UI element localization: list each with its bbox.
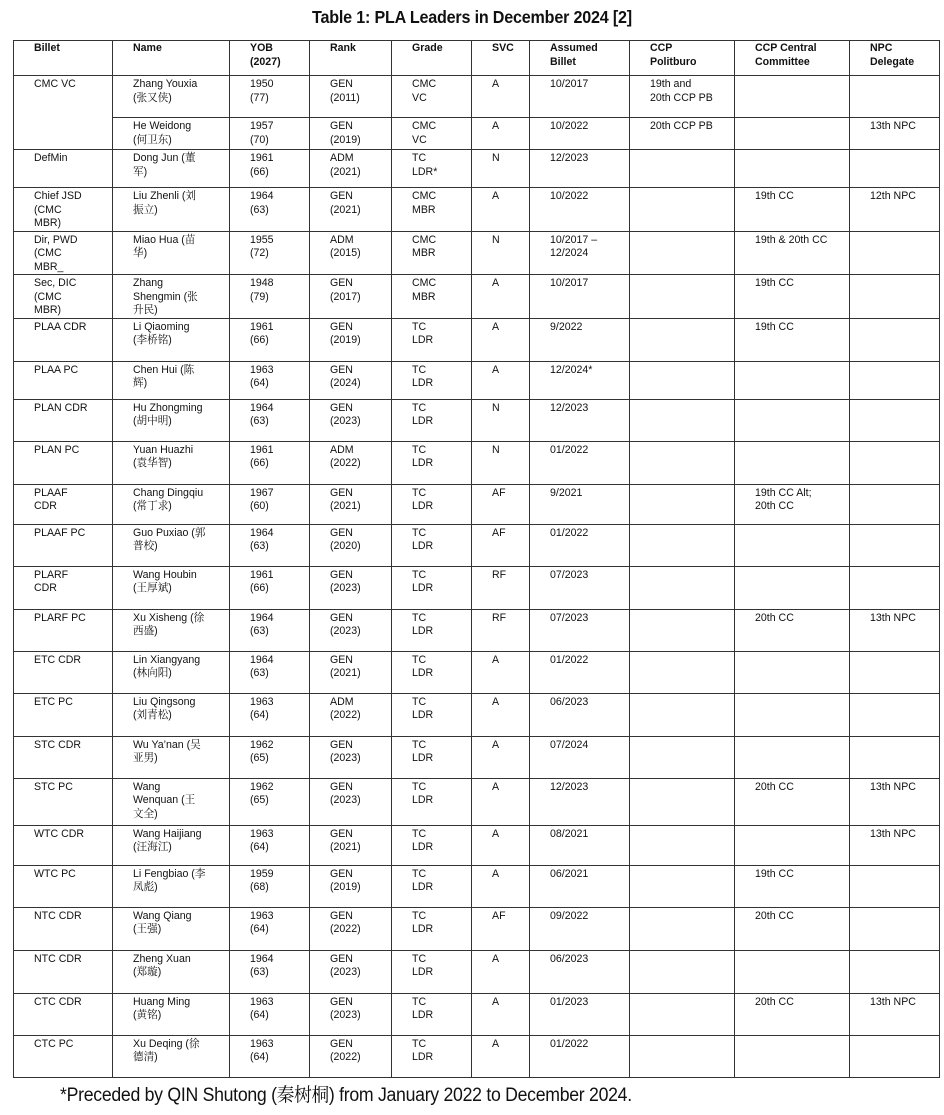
cell-billet: Sec, DIC (CMC MBR) bbox=[14, 275, 113, 319]
cell-npc-delegate bbox=[850, 651, 940, 693]
cell-ccp-politburo: 19th and 20th CCP PB bbox=[630, 76, 735, 118]
cell-billet: NTC CDR bbox=[14, 950, 113, 993]
cell-npc-delegate bbox=[850, 275, 940, 319]
cell-ccp-politburo bbox=[630, 993, 735, 1035]
cell-rank: GEN (2021) bbox=[310, 651, 392, 693]
cell-grade: TC LDR bbox=[392, 1035, 472, 1077]
table-row bbox=[14, 609, 940, 651]
cell-grade: TC LDR bbox=[392, 399, 472, 441]
cell-svc: A bbox=[472, 1035, 530, 1077]
table-row bbox=[14, 441, 940, 484]
cell-billet: ETC PC bbox=[14, 693, 113, 736]
cell-rank: GEN (2017) bbox=[310, 275, 392, 319]
cell-assumed-billet: 10/2017 bbox=[530, 275, 630, 319]
cell-npc-delegate bbox=[850, 524, 940, 566]
cell-grade: TC LDR bbox=[392, 907, 472, 950]
header-rank: Rank bbox=[310, 41, 392, 76]
cell-billet: Dir, PWD (CMC MBR_ bbox=[14, 231, 113, 275]
cell-ccp-politburo bbox=[630, 907, 735, 950]
table-row bbox=[14, 76, 940, 118]
cell-svc: A bbox=[472, 76, 530, 118]
cell-npc-delegate bbox=[850, 950, 940, 993]
cell-billet: Chief JSD (CMC MBR) bbox=[14, 188, 113, 232]
cell-grade: TC LDR bbox=[392, 736, 472, 778]
cell-billet: PLAAF CDR bbox=[14, 484, 113, 524]
cell-yob: 1957 (70) bbox=[230, 118, 310, 150]
cell-yob: 1962 (65) bbox=[230, 736, 310, 778]
header-row bbox=[14, 41, 940, 76]
cell-billet: NTC CDR bbox=[14, 907, 113, 950]
cell-svc: A bbox=[472, 778, 530, 825]
cell-ccp-politburo bbox=[630, 566, 735, 609]
cell-name: He Weidong (何卫东) bbox=[113, 118, 230, 150]
cell-svc: A bbox=[472, 950, 530, 993]
table-row bbox=[14, 361, 940, 399]
cell-yob: 1961 (66) bbox=[230, 318, 310, 361]
cell-npc-delegate bbox=[850, 150, 940, 188]
cell-name: Wang Houbin (王厚斌) bbox=[113, 566, 230, 609]
table-row bbox=[14, 118, 940, 150]
cell-rank: GEN (2021) bbox=[310, 188, 392, 232]
cell-ccp-central-committee bbox=[735, 566, 850, 609]
cell-ccp-politburo bbox=[630, 651, 735, 693]
header-grade: Grade bbox=[392, 41, 472, 76]
cell-assumed-billet: 12/2023 bbox=[530, 778, 630, 825]
cell-ccp-politburo bbox=[630, 150, 735, 188]
cell-ccp-politburo bbox=[630, 865, 735, 907]
table-title: Table 1: PLA Leaders in December 2024 [2] bbox=[312, 7, 632, 27]
cell-assumed-billet: 06/2023 bbox=[530, 950, 630, 993]
cell-ccp-central-committee: 19th CC bbox=[735, 865, 850, 907]
cell-ccp-politburo bbox=[630, 1035, 735, 1077]
cell-name: Guo Puxiao (郭 普校) bbox=[113, 524, 230, 566]
cell-npc-delegate bbox=[850, 399, 940, 441]
table-row bbox=[14, 188, 940, 232]
cell-rank: GEN (2020) bbox=[310, 524, 392, 566]
cell-billet: PLAA PC bbox=[14, 361, 113, 399]
cell-grade: CMC MBR bbox=[392, 188, 472, 232]
cell-ccp-politburo bbox=[630, 231, 735, 275]
cell-billet: ETC CDR bbox=[14, 651, 113, 693]
cell-svc: A bbox=[472, 736, 530, 778]
header-yob: YOB (2027) bbox=[230, 41, 310, 76]
cell-billet: PLAN PC bbox=[14, 441, 113, 484]
cell-billet: PLAN CDR bbox=[14, 399, 113, 441]
cell-assumed-billet: 9/2021 bbox=[530, 484, 630, 524]
header-ccp-central-committee: CCP Central Committee bbox=[735, 41, 850, 76]
cell-svc: N bbox=[472, 231, 530, 275]
cell-name: Hu Zhongming (胡中明) bbox=[113, 399, 230, 441]
cell-assumed-billet: 01/2022 bbox=[530, 1035, 630, 1077]
cell-ccp-central-committee bbox=[735, 399, 850, 441]
cell-assumed-billet: 12/2023 bbox=[530, 150, 630, 188]
cell-ccp-central-committee bbox=[735, 950, 850, 993]
cell-name: Zhang Youxia (张又侠) bbox=[113, 76, 230, 118]
cell-ccp-politburo bbox=[630, 736, 735, 778]
cell-grade: TC LDR bbox=[392, 825, 472, 865]
cell-ccp-politburo bbox=[630, 441, 735, 484]
cell-ccp-politburo bbox=[630, 950, 735, 993]
cell-name: Huang Ming (黄铭) bbox=[113, 993, 230, 1035]
cell-ccp-politburo bbox=[630, 524, 735, 566]
cell-ccp-central-committee bbox=[735, 825, 850, 865]
cell-svc: A bbox=[472, 825, 530, 865]
cell-rank: GEN (2022) bbox=[310, 1035, 392, 1077]
cell-ccp-politburo bbox=[630, 318, 735, 361]
cell-yob: 1961 (66) bbox=[230, 441, 310, 484]
cell-grade: TC LDR bbox=[392, 318, 472, 361]
table-row bbox=[14, 150, 940, 188]
cell-yob: 1967 (60) bbox=[230, 484, 310, 524]
cell-name: Liu Zhenli (刘 振立) bbox=[113, 188, 230, 232]
cell-grade: TC LDR bbox=[392, 361, 472, 399]
table-row bbox=[14, 865, 940, 907]
cell-billet: STC CDR bbox=[14, 736, 113, 778]
cell-name: Chen Hui (陈 辉) bbox=[113, 361, 230, 399]
cell-ccp-central-committee bbox=[735, 361, 850, 399]
cell-grade: TC LDR bbox=[392, 609, 472, 651]
cell-rank: GEN (2021) bbox=[310, 825, 392, 865]
cell-npc-delegate: 12th NPC bbox=[850, 188, 940, 232]
cell-yob: 1963 (64) bbox=[230, 825, 310, 865]
cell-grade: TC LDR bbox=[392, 778, 472, 825]
cell-grade: TC LDR bbox=[392, 950, 472, 993]
table-row bbox=[14, 524, 940, 566]
cell-ccp-politburo bbox=[630, 399, 735, 441]
cell-ccp-central-committee: 20th CC bbox=[735, 778, 850, 825]
cell-ccp-central-committee: 19th CC bbox=[735, 318, 850, 361]
cell-yob: 1964 (63) bbox=[230, 524, 310, 566]
cell-svc: A bbox=[472, 188, 530, 232]
cell-npc-delegate bbox=[850, 361, 940, 399]
cell-rank: ADM (2022) bbox=[310, 441, 392, 484]
table-body bbox=[14, 76, 940, 1078]
cell-grade: CMC VC bbox=[392, 118, 472, 150]
cell-yob: 1964 (63) bbox=[230, 950, 310, 993]
cell-yob: 1963 (64) bbox=[230, 907, 310, 950]
cell-ccp-politburo bbox=[630, 484, 735, 524]
table-row bbox=[14, 950, 940, 993]
cell-yob: 1963 (64) bbox=[230, 693, 310, 736]
cell-npc-delegate bbox=[850, 231, 940, 275]
cell-npc-delegate bbox=[850, 318, 940, 361]
cell-svc: A bbox=[472, 361, 530, 399]
cell-ccp-central-committee bbox=[735, 441, 850, 484]
cell-ccp-politburo bbox=[630, 275, 735, 319]
table-row bbox=[14, 651, 940, 693]
cell-name: Chang Dingqiu (常丁求) bbox=[113, 484, 230, 524]
cell-assumed-billet: 07/2024 bbox=[530, 736, 630, 778]
cell-name: Wang Qiang (王强) bbox=[113, 907, 230, 950]
cell-name: Zhang Shengmin (张 升民) bbox=[113, 275, 230, 319]
cell-ccp-politburo: 20th CCP PB bbox=[630, 118, 735, 150]
cell-rank: GEN (2023) bbox=[310, 950, 392, 993]
cell-npc-delegate bbox=[850, 907, 940, 950]
cell-billet: WTC CDR bbox=[14, 825, 113, 865]
cell-svc: RF bbox=[472, 609, 530, 651]
cell-svc: A bbox=[472, 993, 530, 1035]
cell-ccp-politburo bbox=[630, 361, 735, 399]
cell-yob: 1964 (63) bbox=[230, 651, 310, 693]
header-name: Name bbox=[113, 41, 230, 76]
cell-assumed-billet: 07/2023 bbox=[530, 566, 630, 609]
cell-assumed-billet: 09/2022 bbox=[530, 907, 630, 950]
cell-grade: CMC MBR bbox=[392, 275, 472, 319]
table-row bbox=[14, 907, 940, 950]
cell-rank: GEN (2021) bbox=[310, 484, 392, 524]
cell-assumed-billet: 10/2017 bbox=[530, 76, 630, 118]
cell-name: Wang Haijiang (汪海江) bbox=[113, 825, 230, 865]
cell-npc-delegate bbox=[850, 441, 940, 484]
table-row bbox=[14, 825, 940, 865]
cell-svc: AF bbox=[472, 907, 530, 950]
cell-grade: TC LDR bbox=[392, 993, 472, 1035]
cell-billet: WTC PC bbox=[14, 865, 113, 907]
cell-yob: 1950 (77) bbox=[230, 76, 310, 118]
table-row bbox=[14, 231, 940, 275]
cell-ccp-central-committee bbox=[735, 693, 850, 736]
cell-npc-delegate bbox=[850, 566, 940, 609]
cell-svc: A bbox=[472, 651, 530, 693]
cell-svc: A bbox=[472, 865, 530, 907]
cell-assumed-billet: 9/2022 bbox=[530, 318, 630, 361]
table-row bbox=[14, 399, 940, 441]
cell-yob: 1955 (72) bbox=[230, 231, 310, 275]
cell-ccp-politburo bbox=[630, 693, 735, 736]
cell-grade: TC LDR bbox=[392, 441, 472, 484]
cell-assumed-billet: 08/2021 bbox=[530, 825, 630, 865]
cell-yob: 1963 (64) bbox=[230, 1035, 310, 1077]
cell-rank: GEN (2019) bbox=[310, 865, 392, 907]
cell-assumed-billet: 01/2023 bbox=[530, 993, 630, 1035]
cell-name: Wang Wenquan (王 文全) bbox=[113, 778, 230, 825]
cell-grade: TC LDR bbox=[392, 484, 472, 524]
cell-billet: PLARF CDR bbox=[14, 566, 113, 609]
cell-svc: AF bbox=[472, 484, 530, 524]
cell-rank: GEN (2023) bbox=[310, 993, 392, 1035]
table-row bbox=[14, 736, 940, 778]
cell-name: Miao Hua (苗 华) bbox=[113, 231, 230, 275]
cell-name: Zheng Xuan (郑璇) bbox=[113, 950, 230, 993]
cell-ccp-central-committee: 20th CC bbox=[735, 993, 850, 1035]
cell-billet: DefMin bbox=[14, 150, 113, 188]
cell-grade: TC LDR bbox=[392, 693, 472, 736]
cell-grade: TC LDR bbox=[392, 566, 472, 609]
table-row bbox=[14, 993, 940, 1035]
cell-yob: 1964 (63) bbox=[230, 188, 310, 232]
cell-assumed-billet: 10/2022 bbox=[530, 188, 630, 232]
cell-yob: 1963 (64) bbox=[230, 361, 310, 399]
cell-ccp-central-committee bbox=[735, 736, 850, 778]
cell-npc-delegate: 13th NPC bbox=[850, 609, 940, 651]
cell-yob: 1948 (79) bbox=[230, 275, 310, 319]
cell-grade: TC LDR bbox=[392, 651, 472, 693]
cell-assumed-billet: 12/2023 bbox=[530, 399, 630, 441]
cell-ccp-central-committee: 19th CC Alt; 20th CC bbox=[735, 484, 850, 524]
header-svc: SVC bbox=[472, 41, 530, 76]
cell-grade: CMC MBR bbox=[392, 231, 472, 275]
cell-assumed-billet: 01/2022 bbox=[530, 651, 630, 693]
cell-rank: GEN (2023) bbox=[310, 736, 392, 778]
cell-ccp-politburo bbox=[630, 825, 735, 865]
cell-svc: A bbox=[472, 118, 530, 150]
cell-npc-delegate bbox=[850, 736, 940, 778]
cell-rank: GEN (2024) bbox=[310, 361, 392, 399]
cell-billet: PLAAF PC bbox=[14, 524, 113, 566]
header-ccp-politburo: CCP Politburo bbox=[630, 41, 735, 76]
cell-npc-delegate bbox=[850, 865, 940, 907]
cell-grade: CMC VC bbox=[392, 76, 472, 118]
cell-grade: TC LDR bbox=[392, 524, 472, 566]
cell-ccp-central-committee: 19th CC bbox=[735, 188, 850, 232]
cell-assumed-billet: 06/2023 bbox=[530, 693, 630, 736]
cell-rank: GEN (2022) bbox=[310, 907, 392, 950]
cell-rank: GEN (2019) bbox=[310, 318, 392, 361]
cell-yob: 1962 (65) bbox=[230, 778, 310, 825]
cell-name: Wu Ya’nan (吴 亚男) bbox=[113, 736, 230, 778]
cell-svc: A bbox=[472, 275, 530, 319]
cell-grade: TC LDR* bbox=[392, 150, 472, 188]
cell-name: Liu Qingsong (刘青松) bbox=[113, 693, 230, 736]
cell-ccp-politburo bbox=[630, 778, 735, 825]
cell-ccp-central-committee: 19th CC bbox=[735, 275, 850, 319]
cell-yob: 1964 (63) bbox=[230, 609, 310, 651]
cell-npc-delegate: 13th NPC bbox=[850, 118, 940, 150]
cell-npc-delegate: 13th NPC bbox=[850, 993, 940, 1035]
table-row bbox=[14, 275, 940, 319]
cell-rank: GEN (2023) bbox=[310, 609, 392, 651]
cell-ccp-central-committee: 19th & 20th CC bbox=[735, 231, 850, 275]
cell-rank: GEN (2023) bbox=[310, 778, 392, 825]
cell-rank: ADM (2015) bbox=[310, 231, 392, 275]
cell-assumed-billet: 01/2022 bbox=[530, 441, 630, 484]
cell-ccp-central-committee bbox=[735, 76, 850, 118]
cell-svc: RF bbox=[472, 566, 530, 609]
cell-svc: A bbox=[472, 693, 530, 736]
table-row bbox=[14, 566, 940, 609]
cell-billet: CMC VC bbox=[14, 76, 113, 150]
cell-yob: 1961 (66) bbox=[230, 566, 310, 609]
cell-rank: ADM (2022) bbox=[310, 693, 392, 736]
cell-svc: N bbox=[472, 150, 530, 188]
cell-ccp-politburo bbox=[630, 188, 735, 232]
cell-rank: ADM (2021) bbox=[310, 150, 392, 188]
cell-assumed-billet: 10/2022 bbox=[530, 118, 630, 150]
cell-svc: N bbox=[472, 399, 530, 441]
cell-yob: 1959 (68) bbox=[230, 865, 310, 907]
cell-name: Dong Jun (董 军) bbox=[113, 150, 230, 188]
cell-npc-delegate bbox=[850, 76, 940, 118]
cell-yob: 1961 (66) bbox=[230, 150, 310, 188]
cell-rank: GEN (2011) bbox=[310, 76, 392, 118]
cell-ccp-central-committee bbox=[735, 1035, 850, 1077]
cell-billet: CTC PC bbox=[14, 1035, 113, 1077]
cell-assumed-billet: 12/2024* bbox=[530, 361, 630, 399]
cell-svc: N bbox=[472, 441, 530, 484]
cell-ccp-politburo bbox=[630, 609, 735, 651]
cell-name: Xu Deqing (徐 德清) bbox=[113, 1035, 230, 1077]
table-row bbox=[14, 1035, 940, 1077]
cell-npc-delegate bbox=[850, 693, 940, 736]
table-row bbox=[14, 318, 940, 361]
cell-rank: GEN (2019) bbox=[310, 118, 392, 150]
cell-grade: TC LDR bbox=[392, 865, 472, 907]
table-row bbox=[14, 484, 940, 524]
cell-npc-delegate: 13th NPC bbox=[850, 825, 940, 865]
pla-leaders-table bbox=[13, 40, 940, 1078]
header-assumed-billet: Assumed Billet bbox=[530, 41, 630, 76]
table-row bbox=[14, 778, 940, 825]
cell-npc-delegate bbox=[850, 484, 940, 524]
cell-name: Xu Xisheng (徐 西盛) bbox=[113, 609, 230, 651]
cell-ccp-central-committee: 20th CC bbox=[735, 907, 850, 950]
cell-npc-delegate bbox=[850, 1035, 940, 1077]
cell-name: Lin Xiangyang (林向阳) bbox=[113, 651, 230, 693]
cell-ccp-central-committee bbox=[735, 524, 850, 566]
cell-billet: PLARF PC bbox=[14, 609, 113, 651]
header-npc-delegate: NPC Delegate bbox=[850, 41, 940, 76]
cell-ccp-central-committee bbox=[735, 118, 850, 150]
cell-svc: AF bbox=[472, 524, 530, 566]
cell-ccp-central-committee bbox=[735, 651, 850, 693]
cell-yob: 1963 (64) bbox=[230, 993, 310, 1035]
footnote: *Preceded by QIN Shutong (秦树桐) from January 2022 to December 2024. bbox=[60, 1085, 632, 1106]
header-billet: Billet bbox=[14, 41, 113, 76]
cell-ccp-central-committee bbox=[735, 150, 850, 188]
cell-ccp-central-committee: 20th CC bbox=[735, 609, 850, 651]
cell-assumed-billet: 07/2023 bbox=[530, 609, 630, 651]
cell-svc: A bbox=[472, 318, 530, 361]
cell-billet: CTC CDR bbox=[14, 993, 113, 1035]
cell-rank: GEN (2023) bbox=[310, 566, 392, 609]
cell-billet: STC PC bbox=[14, 778, 113, 825]
cell-assumed-billet: 01/2022 bbox=[530, 524, 630, 566]
cell-name: Li Fengbiao (李 凤彪) bbox=[113, 865, 230, 907]
cell-name: Li Qiaoming (李桥铭) bbox=[113, 318, 230, 361]
cell-name: Yuan Huazhi (袁华智) bbox=[113, 441, 230, 484]
table-row bbox=[14, 693, 940, 736]
cell-rank: GEN (2023) bbox=[310, 399, 392, 441]
cell-assumed-billet: 06/2021 bbox=[530, 865, 630, 907]
cell-yob: 1964 (63) bbox=[230, 399, 310, 441]
cell-assumed-billet: 10/2017 – 12/2024 bbox=[530, 231, 630, 275]
cell-npc-delegate: 13th NPC bbox=[850, 778, 940, 825]
cell-billet: PLAA CDR bbox=[14, 318, 113, 361]
